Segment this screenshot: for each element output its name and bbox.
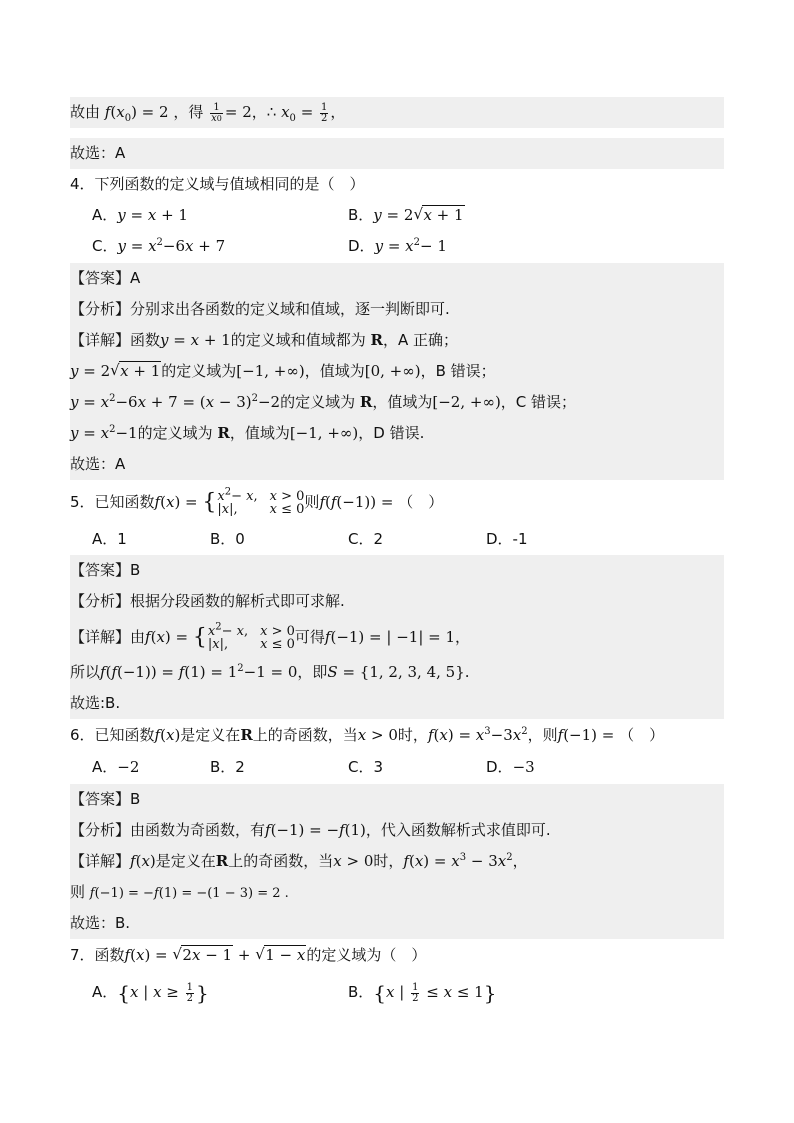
analysis-line bbox=[70, 294, 724, 325]
question-6-stem: 6．已知函数f(x)是定义在R上的奇函数，当x > 0时，$f(x) = x^3-3x^2$，则f(−1) = （ ） bbox=[70, 726, 665, 744]
detail-line: 【详解】函数y = x + 1的定义域和值域都为 R，A 正确； bbox=[70, 325, 724, 356]
text: 【答案】A bbox=[70, 269, 141, 287]
text: 故选：A bbox=[70, 455, 126, 473]
option-a: A．1 bbox=[92, 530, 127, 548]
select-line bbox=[70, 688, 724, 719]
question-4-stem bbox=[70, 169, 724, 200]
option-c: C．2 bbox=[348, 530, 384, 548]
select-line bbox=[70, 138, 724, 169]
question-4-options-row2 bbox=[70, 231, 724, 262]
option-a: A．{x | x ≥ $\frac{1}{2}$ } bbox=[92, 981, 209, 1005]
detail-line: y = 2√ x + 1的定义域为[−1, +∞)，值域为[0, +∞)，B 错误； bbox=[70, 356, 724, 387]
option-c: C．3 bbox=[348, 758, 384, 776]
detail-line: $y = x^2-1$的定义域为 R，值域为[−1, +∞)，D 错误. bbox=[70, 418, 724, 449]
question-7-stem: 7．函数f(x) = √ 2x − 1 + √ 1 − x的定义域为（ ） bbox=[70, 940, 724, 971]
answer-line bbox=[70, 784, 724, 815]
option-b: B．{x | $\frac{1}{2}$ ≤ x ≤ 1} bbox=[348, 981, 497, 1005]
analysis-line: 【分析】由函数为奇函数，有f(−1) = −f(1)，代入函数解析式求值即可. bbox=[70, 815, 724, 846]
option-b: B．y = 2√ x + 1 bbox=[348, 200, 465, 231]
option-c: C．$y = x^2-6x + 7$ bbox=[92, 237, 226, 255]
text: 故选：B. bbox=[70, 914, 131, 932]
fraction: $\frac{1}{2}$ bbox=[321, 101, 328, 124]
detail-line: 【详解】由f(x) = { $x^2- x$, x > 0 |x|, x ≤ 0 可得f(−1) = | −1| = 1， bbox=[70, 617, 724, 657]
analysis-line bbox=[70, 586, 724, 617]
option-b: B．2 bbox=[210, 758, 245, 776]
select-line bbox=[70, 449, 724, 480]
formula: f bbox=[104, 103, 111, 121]
text: 故选：A bbox=[70, 144, 126, 162]
question-5-stem: 5．已知函数f(x) = { $x^2- x$, x > 0 |x|, x ≤ 0 则f(f(−1)) = （ ） bbox=[70, 486, 444, 517]
text: 【分析】根据分段函数的解析式即可求解. bbox=[70, 592, 345, 610]
detail-line: 【详解】f(x)是定义在R上的奇函数，当x > 0时，$f(x) = x^3 - 3x^2$， bbox=[70, 846, 724, 877]
solution-line: 故由 $f(x_0) = 2$ ，得 $\frac{1}{x0}$ = 2，∴ $x_0$ = $\frac{1}{2}$ ， bbox=[70, 97, 724, 128]
text: 故由 bbox=[70, 103, 101, 121]
option-a: A．−2 bbox=[92, 758, 140, 776]
option-d: D．-1 bbox=[486, 530, 528, 548]
fraction: $\frac{1}{x0}$ bbox=[211, 101, 222, 124]
detail-line: 所以$f(f(-1)) = f(1) = 1^2-1 = 0$，即S = {1, 2, 3, 4, 5}. bbox=[70, 657, 724, 688]
text: ，∴ bbox=[251, 103, 282, 121]
option-d: D．$y = x^2- 1$ bbox=[348, 237, 447, 255]
piecewise-function: $x^2- x$, x > 0 |x|, x ≤ 0 bbox=[217, 486, 305, 517]
text: 【分析】分别求出各函数的定义域和值域，逐一判断即可. bbox=[70, 300, 450, 318]
detail-line: 则 f(−1) = −f(1) = −(1 − 3) = 2 . bbox=[70, 877, 724, 908]
text: 故选:B. bbox=[70, 694, 121, 712]
piecewise-function: $x^2- x$, x > 0 |x|, x ≤ 0 bbox=[207, 621, 295, 652]
question-5-options bbox=[70, 524, 724, 555]
answer-line bbox=[70, 263, 724, 294]
option-d: D．−3 bbox=[486, 758, 535, 776]
option-b: B．0 bbox=[210, 530, 245, 548]
text: 【答案】B bbox=[70, 790, 141, 808]
question-6-options bbox=[70, 752, 724, 783]
text: ，得 bbox=[173, 103, 204, 121]
text: 4．下列函数的定义域与值域相同的是（ ） bbox=[70, 175, 365, 193]
answer-line bbox=[70, 555, 724, 586]
option-a: A．y = x + 1 bbox=[92, 206, 188, 224]
question-4-options-row1 bbox=[70, 200, 724, 231]
select-line bbox=[70, 908, 724, 939]
question-7-options bbox=[70, 974, 724, 1010]
detail-line: $y = x^2-6x + 7 = (x - 3)^2-2$的定义域为 R，值域为[−2, +∞)，C 错误； bbox=[70, 387, 724, 418]
text: 【答案】B bbox=[70, 561, 141, 579]
